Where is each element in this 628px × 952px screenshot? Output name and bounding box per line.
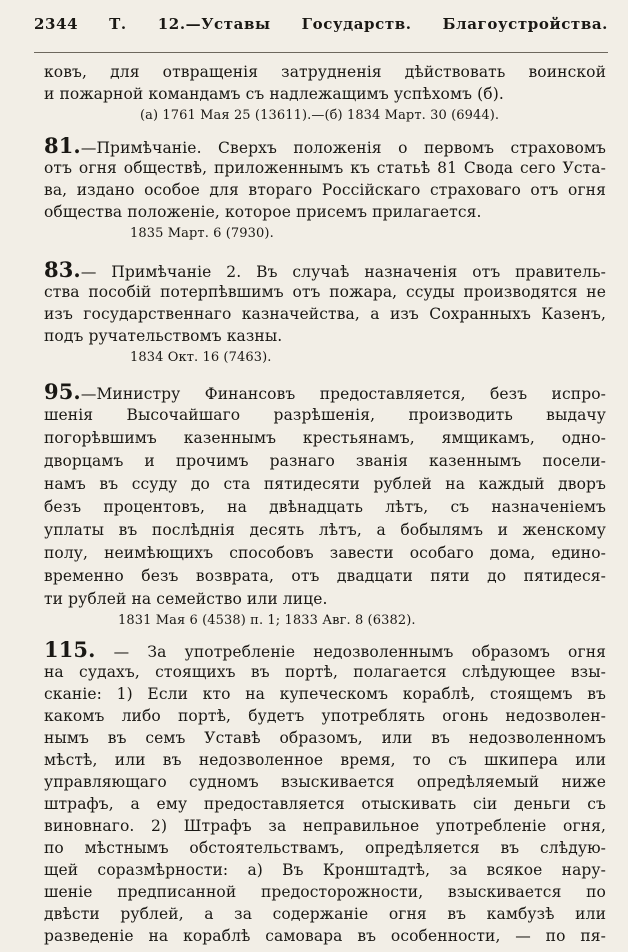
text-line: уплаты въ послѣднія десять лѣтъ, а бобылямъ и женскому — [44, 521, 606, 539]
text-line: разведеніе на кораблѣ самовара въ особенности, — по пя- — [44, 927, 606, 945]
text-line: щей соразмѣрности: а) Въ Кронштадтѣ, за всякое нару- — [44, 861, 606, 879]
text-line: временно безъ возврата, отъ двадцати пяти до пятидеся- — [44, 567, 606, 585]
text-line: намъ въ ссуду до ста пятидесяти рублей на каждый дворъ — [44, 475, 606, 493]
article-115-line: 115. — За употребленіе недозволеннымъ образомъ огня — [44, 637, 606, 662]
text-line: отъ огня обществѣ, приложеннымъ къ статьѣ 81 Свода сего Уста- — [44, 159, 606, 177]
article-81-line: 81.—Примѣчаніе. Сверхъ положенія о первомъ страховомъ — [44, 133, 606, 158]
article-number: 95. — [44, 379, 81, 404]
text-line: мѣстѣ, или въ недозволенное время, то съ шкипера или — [44, 751, 606, 769]
text-line: изъ государственнаго казначейства, а изъ Сохранныхъ Казенъ, — [44, 305, 606, 323]
text-line: по мѣстнымъ обстоятельствамъ, опредѣляется въ слѣдую- — [44, 839, 606, 857]
text-line: ковъ, для отвращенія затрудненія дѣйствовать воинской — [44, 63, 606, 81]
citation: 1834 Окт. 16 (7463). — [130, 350, 272, 365]
citation: 1831 Мая 6 (4538) п. 1; 1833 Авг. 8 (6382). — [118, 613, 416, 628]
text-line: виновнаго. 2) Штрафъ за неправильное употребленіе огня, — [44, 817, 606, 835]
text-line: общества положеніе, которое присемъ прилагается. — [44, 203, 482, 221]
text-line: шенія Высочайшаго разрѣшенія, производить выдачу — [44, 406, 606, 424]
article-number: 83. — [44, 257, 81, 282]
text-line: штрафъ, а ему предоставляется отыскивать сіи деньги съ — [44, 795, 606, 813]
text-line: погорѣвшимъ казеннымъ крестьянамъ, ямщикамъ, одно- — [44, 429, 606, 447]
text-line: подъ ручательствомъ казны. — [44, 327, 283, 345]
text-line: на судахъ, стоящихъ въ портѣ, полагается слѣдующее взы- — [44, 663, 606, 681]
text-line: управляющаго судномъ взыскивается опредѣляемый ниже — [44, 773, 606, 791]
text-line: ства пособій потерпѣвшимъ отъ пожара, ссуды производятся не — [44, 283, 606, 301]
running-header: 2344 Т. 12.—Уставы Государств. Благоустройства. — [34, 15, 608, 33]
header-rule — [34, 52, 608, 53]
article-number: 115. — [44, 637, 96, 662]
text-line: ти рублей на семейство или лице. — [44, 590, 328, 608]
text-line: безъ процентовъ, на двѣнадцать лѣтъ, съ назначеніемъ — [44, 498, 606, 516]
text-line: полу, неимѣющихъ способовъ завести особаго дома, едино- — [44, 544, 606, 562]
text-line: нымъ въ семъ Уставѣ образомъ, или въ недозволенномъ — [44, 729, 606, 747]
article-number: 81. — [44, 133, 81, 158]
citation: (а) 1761 Мая 25 (13611).—(б) 1834 Март. 30 (6944). — [140, 108, 500, 123]
text-line: двѣсти рублей, а за содержаніе огня въ камбузѣ или — [44, 905, 606, 923]
article-83-line: 83.— Примѣчаніе 2. Въ случаѣ назначенія отъ правитель- — [44, 257, 606, 282]
text-line: какомъ либо портѣ, будетъ употреблять огонь недозволен- — [44, 707, 606, 725]
text-line: ва, издано особое для втораго Россійскаго страховаго отъ огня — [44, 181, 606, 199]
text-line: дворцамъ и прочимъ разнаго званія казеннымъ посели- — [44, 452, 606, 470]
text-line: шеніе предписанной предосторожности, взыскивается по — [44, 883, 606, 901]
citation: 1835 Март. 6 (7930). — [130, 226, 274, 241]
text-line: сканіе: 1) Если кто на купеческомъ кораблѣ, стоящемъ въ — [44, 685, 606, 703]
article-95-line: 95.—Министру Финансовъ предоставляется, безъ испро- — [44, 379, 606, 404]
text-line: и пожарной командамъ съ надлежащимъ успѣхомъ (б). — [44, 85, 504, 103]
